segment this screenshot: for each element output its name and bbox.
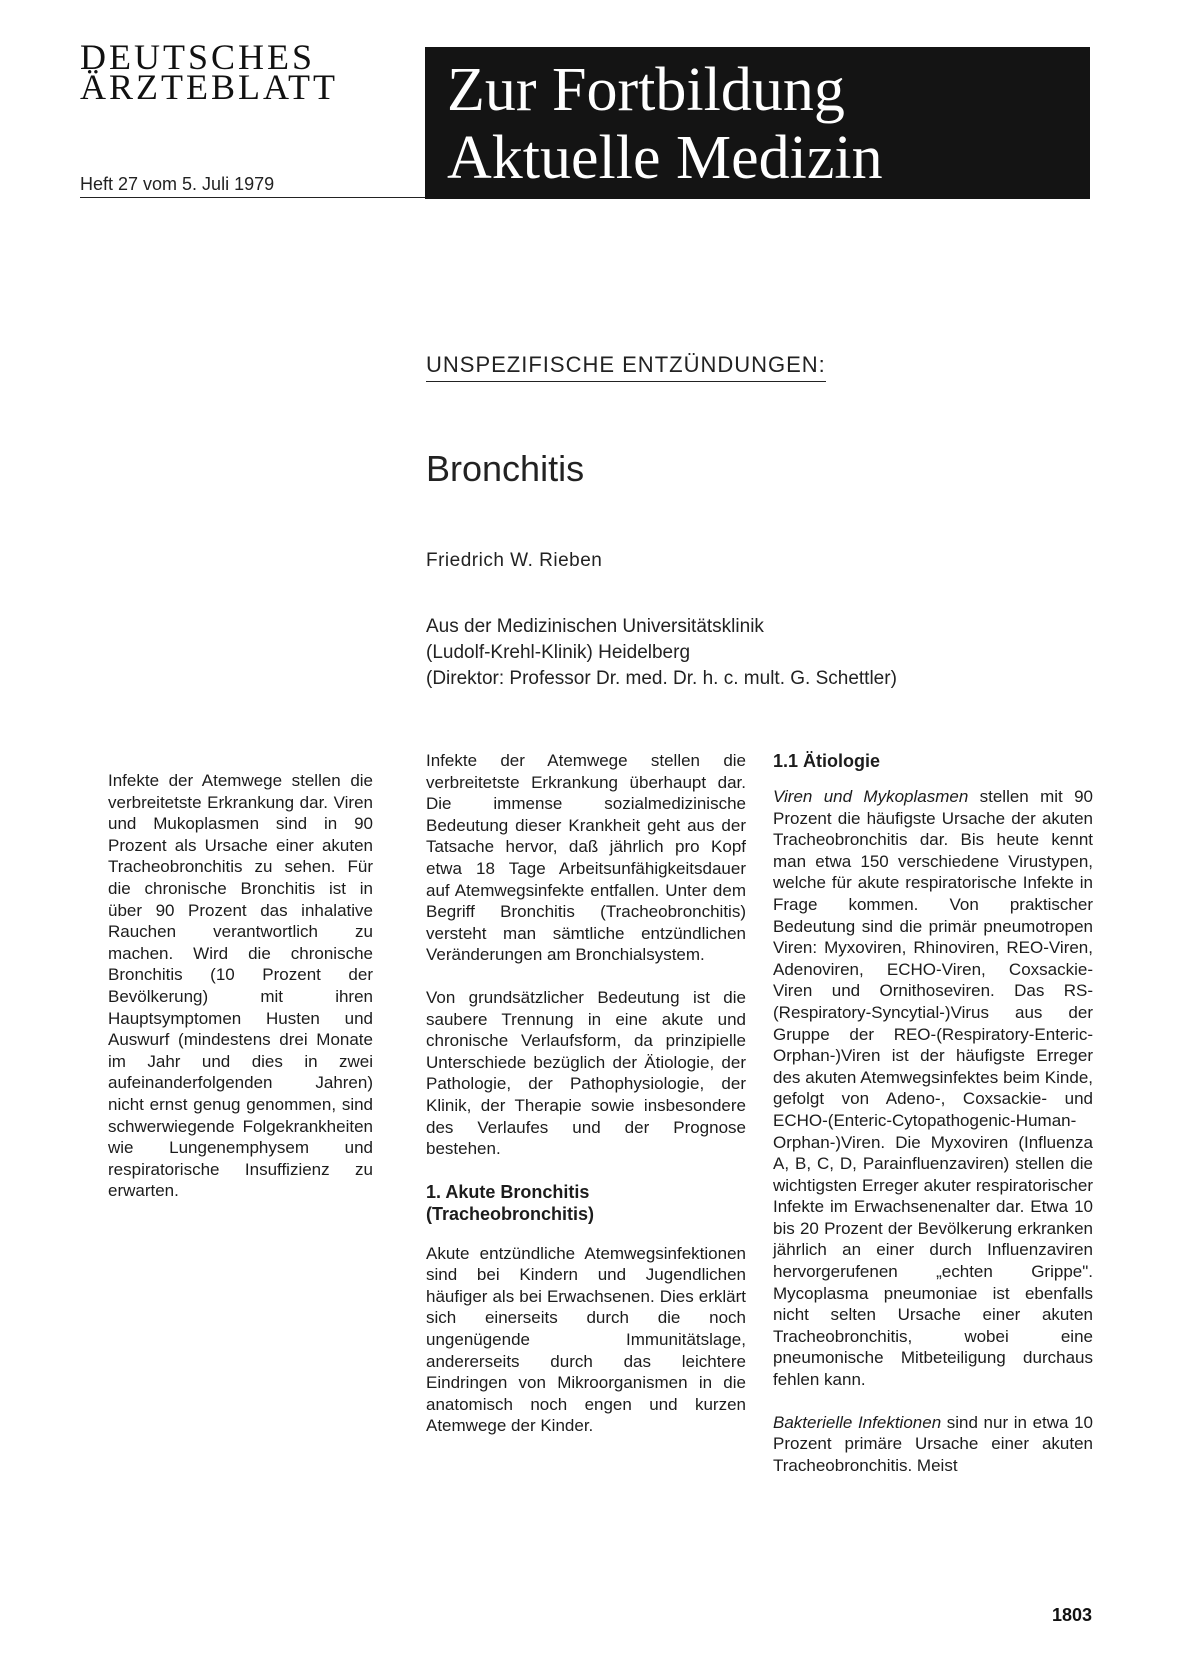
- paragraph-text: sind nur in etwa 10 Prozent primäre Ursache einer akuten Tracheobronchitis. Meist: [773, 1412, 1093, 1475]
- paragraph-text: stellen mit 90 Prozent die häufigste Ursache der akuten Tracheobronchitis dar. Bis heute kennt man etwa 150 verschiedene Virustypen, welche für akute respiratorische Infekte in Frage kommen. Von praktischer Bedeutung sind die primär pneumotropen Viren: Myxoviren, Rhinoviren, REO-Viren, Adenoviren, ECHO-Viren, Coxsackie-Viren und Ornithoseviren. Das RS-(Respiratory-Syncytial-)Virus aus der Gruppe der REO-(Respiratory-Enteric-Orphan-)Viren ist der häufigste Erreger des akuten Atemwegsinfektes beim Kinde, gefolgt von Adeno-, Coxsackie- und ECHO-(Enteric-Cytopathogenic-Human-Orphan-)Viren. Die Myxoviren (Influenza A, B, C, D, Parainfluenzaviren) stellen die wichtigsten Erreger akuter respiratorischer Infekte im Erwachsenenalter dar. Etwa 10 bis 20 Prozent der Bevölkerung erkranken jährlich an einer durch Influenzaviren hervorgerufenen „echten Grippe". Mycoplasma pneumoniae ist ebenfalls nicht selten Ursache einer akuten Tracheobronchitis, wobei eine pneumonische Mitbeteiligung durchaus fehlen kann.: [773, 787, 1093, 1390]
- article-title: Bronchitis: [426, 448, 585, 489]
- paragraph: Infekte der Atemwege stellen die verbreitetste Erkrankung überhaupt dar. Die immense sozialmedizinische Bedeutung dieser Krankheit geht aus der Tatsache hervor, daß jährlich pro Kopf etwa 18 Tage Arbeitsunfähigkeitsdauer auf Atemwegsinfekte entfallen. Unter dem Begriff Bronchitis (Tracheobronchitis) versteht man sämtliche entzündlichen Veränderungen am Bronchialsystem.: [426, 751, 746, 965]
- journal-title-line-2: ÄRZTEBLATT: [80, 67, 338, 107]
- section-banner-line-1: Zur Fortbildung: [447, 56, 845, 124]
- abstract-text: Infekte der Atemwege stellen die verbreitetste Erkrankung dar. Viren und Mukoplasmen sind in 90 Prozent als Ursache einer akuten Tracheobronchitis zu sehen. Für die chronische Bronchitis ist in über 90 Prozent das inhalative Rauchen verantwortlich zu machen. Wird die chronische Bronchitis (10 Prozent der Bevölkerung) mit ihren Hauptsymptomen Husten und Auswurf (mindestens drei Monate im Jahr und dies in zwei aufeinanderfolgenden Jahren) nicht ernst genug genommen, sind schwerwiegende Folgekrankheiten wie Lungenemphysem und respiratorische Insuffizienz zu erwarten.: [108, 771, 373, 1201]
- journal-title-line-1: DEUTSCHES: [80, 37, 316, 77]
- section-banner-line-2: Aktuelle Medizin: [447, 124, 883, 192]
- journal-title: [80, 37, 338, 107]
- affiliation-line: (Direktor: Professor Dr. med. Dr. h. c. mult. G. Schettler): [426, 668, 897, 689]
- author-affiliation: [426, 614, 897, 692]
- heading-line: (Tracheobronchitis): [426, 1203, 595, 1224]
- body-column-1: [426, 750, 746, 1458]
- section-heading-akute-bronchitis: [426, 1181, 746, 1225]
- section-banner: [425, 47, 1090, 199]
- paragraph: [773, 1412, 1093, 1477]
- paragraph: [773, 786, 1093, 1391]
- italic-lead: Viren und Mykoplasmen: [773, 787, 969, 806]
- affiliation-line: (Ludolf-Krehl-Klinik) Heidelberg: [426, 642, 691, 663]
- heading-line: 1. Akute Bronchitis: [426, 1181, 590, 1202]
- section-heading-aetiologie: 1.1 Ätiologie: [773, 751, 881, 771]
- italic-lead: Bakterielle Infektionen: [773, 1412, 942, 1432]
- paragraph: Von grundsätzlicher Bedeutung ist die saubere Trennung in eine akute und chronische Verlaufsform, da prinzipielle Unterschiede bezüglich der Ätiologie, der Pathologie, der Pathophysiologie, der Klinik, der Therapie sowie insbesondere des Verlaufes und der Prognose bestehen.: [426, 987, 746, 1159]
- article-rubric: UNSPEZIFISCHE ENTZÜNDUNGEN:: [426, 352, 826, 382]
- issue-line: Heft 27 vom 5. Juli 1979: [80, 174, 275, 194]
- page-number: 1803: [1052, 1605, 1093, 1625]
- abstract-column: [108, 770, 373, 1223]
- article-author: Friedrich W. Rieben: [426, 550, 603, 571]
- paragraph: Akute entzündliche Atemwegsinfektionen sind bei Kindern und Jugendlichen häufiger als bei Erwachsenen. Dies erklärt sich einerseits durch die noch ungenügende Immunitätslage, andererseits durch das leichtere Eindringen von Mikroorganismen in die anatomisch noch engen und kurzen Atemwege der Kinder.: [426, 1243, 746, 1436]
- affiliation-line: Aus der Medizinischen Universitätsklinik: [426, 616, 764, 637]
- body-column-2: [773, 750, 1093, 1497]
